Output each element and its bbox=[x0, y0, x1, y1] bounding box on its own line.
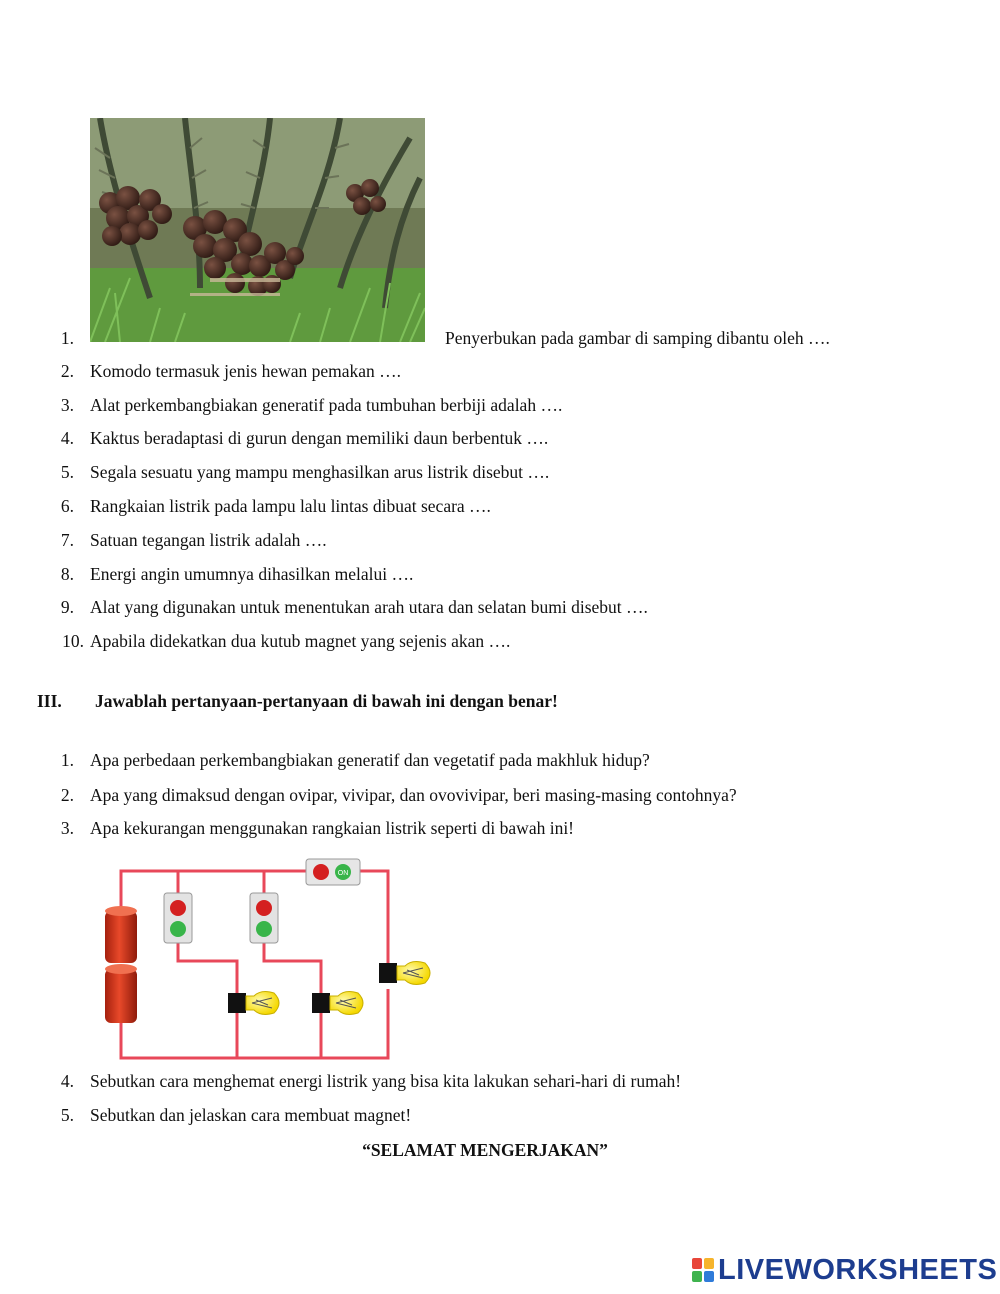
item-number: 8. bbox=[60, 564, 74, 584]
item-text: Apabila didekatkan dua kutub magnet yang sejenis akan …. bbox=[90, 631, 511, 651]
closing-text: “SELAMAT MENGERJAKAN” bbox=[362, 1140, 608, 1160]
logo-mark-icon bbox=[692, 1258, 714, 1282]
main-switch-icon bbox=[306, 859, 360, 885]
item-number: 4. bbox=[60, 1071, 74, 1091]
item-number: 7. bbox=[60, 530, 74, 550]
switch-b-icon bbox=[250, 893, 278, 943]
item-text: Sebutkan dan jelaskan cara membuat magnet! bbox=[90, 1105, 412, 1125]
liveworksheets-logo[interactable] bbox=[692, 1254, 997, 1286]
item-number: 5. bbox=[60, 462, 74, 482]
item-number: 9. bbox=[60, 597, 74, 617]
item-number: 2. bbox=[60, 361, 74, 381]
item-number: 1. bbox=[60, 750, 74, 770]
item-number: 6. bbox=[60, 496, 74, 516]
part2-item-1-text: Penyerbukan pada gambar di samping dibantu oleh …. bbox=[445, 328, 830, 348]
item-number: 5. bbox=[60, 1105, 74, 1125]
item-text: Rangkaian listrik pada lampu lalu lintas dibuat secara …. bbox=[90, 496, 491, 516]
item-text: Sebutkan cara menghemat energi listrik yang bisa kita lakukan sehari-hari di rumah! bbox=[90, 1071, 682, 1091]
item-number: 4. bbox=[60, 428, 74, 448]
parallel-circuit-diagram bbox=[96, 853, 446, 1065]
item-number: 2. bbox=[60, 785, 74, 805]
item-text: Satuan tegangan listrik adalah …. bbox=[90, 530, 327, 550]
logo-text: LIVEWORKSHEETS bbox=[718, 1254, 998, 1286]
battery-icon bbox=[105, 906, 137, 1023]
item-number: 10. bbox=[62, 631, 84, 651]
switch-on-label: ON bbox=[337, 870, 349, 877]
item-number: 3. bbox=[60, 818, 74, 838]
section-number: III. bbox=[37, 691, 62, 711]
item-text: Alat perkembangbiakan generatif pada tumbuhan berbiji adalah …. bbox=[90, 395, 563, 415]
section-heading: Jawablah pertanyaan-pertanyaan di bawah ini dengan benar! bbox=[95, 691, 558, 711]
bulb-a-icon bbox=[228, 992, 279, 1015]
item-text: Apa yang dimaksud dengan ovipar, vivipar, dan ovovivipar, beri masing-masing contohnya? bbox=[90, 785, 737, 805]
bulb-c-icon bbox=[379, 962, 430, 985]
switch-a-icon bbox=[164, 893, 192, 943]
bulb-b-icon bbox=[312, 992, 363, 1015]
item-number: 1. bbox=[60, 328, 74, 348]
item-text: Kaktus beradaptasi di gurun dengan memiliki daun berbentuk …. bbox=[90, 428, 549, 448]
item-text: Komodo termasuk jenis hewan pemakan …. bbox=[90, 361, 402, 381]
item-text: Apa kekurangan menggunakan rangkaian listrik seperti di bawah ini! bbox=[90, 818, 575, 838]
item-text: Segala sesuatu yang mampu menghasilkan arus listrik disebut …. bbox=[90, 462, 550, 482]
item-text: Energi angin umumnya dihasilkan melalui …. bbox=[90, 564, 414, 584]
salak-plant-photo bbox=[90, 118, 425, 342]
item-text: Apa perbedaan perkembangbiakan generatif dan vegetatif pada makhluk hidup? bbox=[90, 750, 650, 770]
item-text: Alat yang digunakan untuk menentukan arah utara dan selatan bumi disebut …. bbox=[90, 597, 648, 617]
item-number: 3. bbox=[60, 395, 74, 415]
